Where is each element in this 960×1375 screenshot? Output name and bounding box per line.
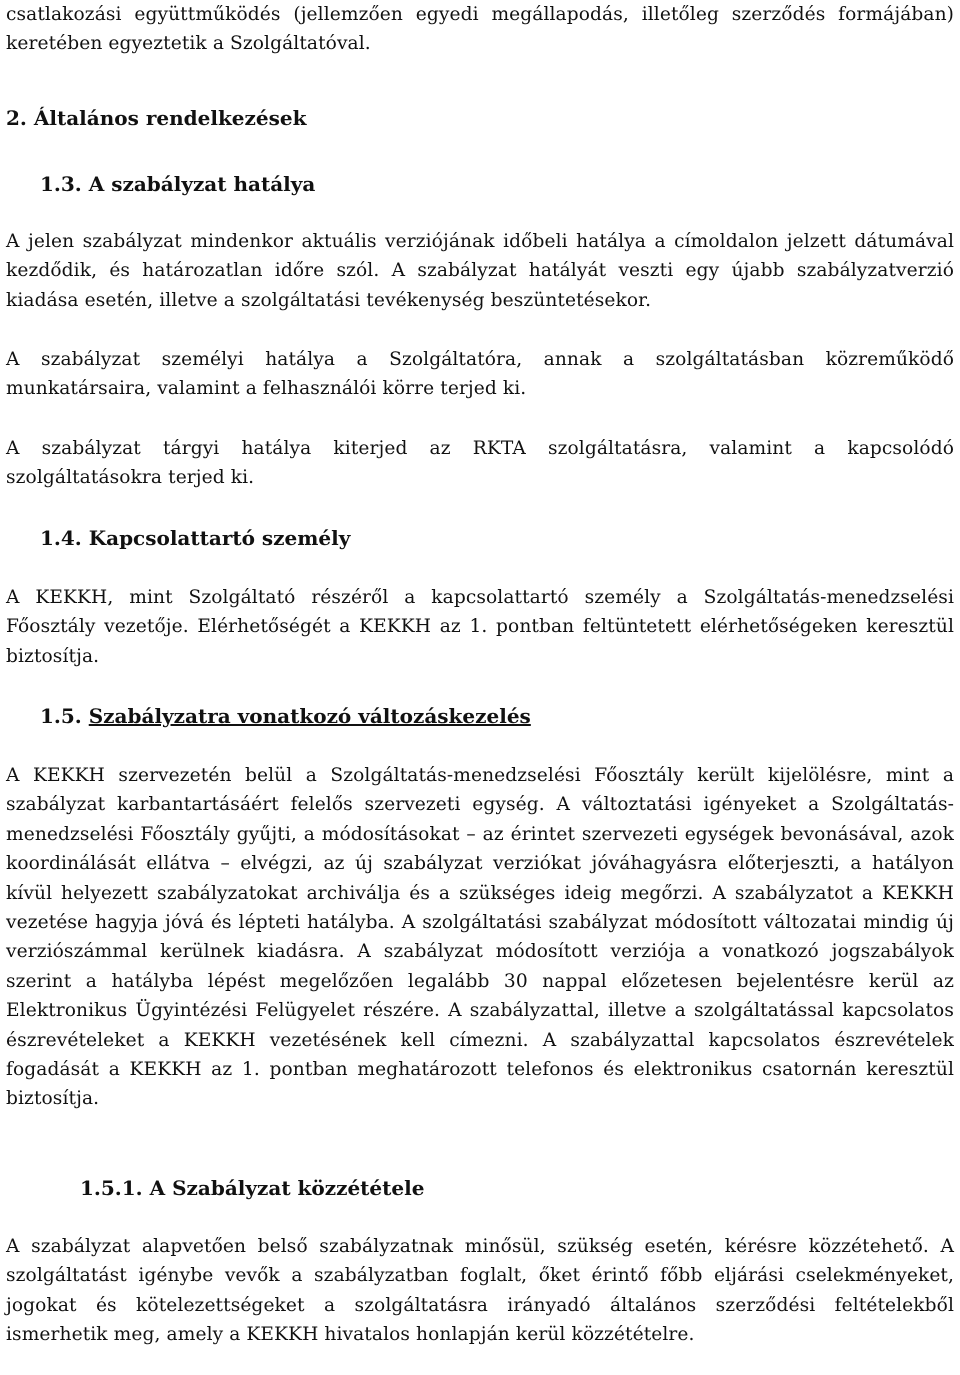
section-1-3-heading xyxy=(40,169,940,199)
section-1-4-heading xyxy=(40,523,940,553)
section-1-5-1-paragraph-block xyxy=(6,1232,954,1350)
section-1-3-number: 1.3. xyxy=(40,172,82,196)
intro-paragraph-block xyxy=(6,0,954,59)
section-1-5-paragraph-block xyxy=(6,761,954,1114)
section-1-3-paragraph-2: A szabályzat személyi hatálya a Szolgáltatóra, annak a szolgáltatásban közreműködő munkatársaira, valamint a felhasználói körre terjed ki. xyxy=(6,349,954,400)
section-1-5-1-heading xyxy=(80,1173,940,1203)
section-1-3-paragraph-3-block xyxy=(6,434,954,493)
section-1-4-number: 1.4. xyxy=(40,526,82,550)
section-1-3-paragraph-1-block xyxy=(6,227,954,315)
section-1-5-1-paragraph: A szabályzat alapvetően belső szabályzatnak minősül, szükség esetén, kérésre közzétehető. A szolgáltatást igénybe vevők a szabályzatban foglalt, őket érintő főbb eljárási cselekményeket, jogokat és kötelezettségeket a szolgáltatásra irányadó általános szerződési feltételekből ismerhetik meg, amely a KEKKH hivatalos honlapján kerül közzétételre. xyxy=(6,1236,954,1346)
section-1-5-1-number: 1.5.1. xyxy=(80,1176,143,1200)
section-2-number: 2. xyxy=(6,106,27,130)
section-1-5-title: Szabályzatra vonatkozó változáskezelés xyxy=(88,704,531,728)
section-1-5-paragraph: A KEKKH szervezetén belül a Szolgáltatás-menedzselési Főosztály került kijelölésre, mint a szabályzat karbantartásáért felelős szervezeti egység. A változtatási igényeket a Szolgáltatás-menedzselési Főosztály gyűjti, a módosításokat – az érintet szervezeti egységek bevonásával, azok koordinálását ellátva – elvégzi, az új szabályzat verziókat jóváhagyásra előterjeszti, a hatályon kívül helyezett szabályzatokat archiválja és a szükséges ideig megőrzi. A szabályzatot a KEKKH vezetése hagyja jóvá és lépteti hatályba. A szolgáltatási szabályzat módosított változatai mindig új verziószámmal kerülnek kiadásra. A szabályzat módosított verziója a vonatkozó jogszabályok szerint a hatályba lépést megelőzően legalább 30 nappal előzetesen bejelentésre kerül az Elektronikus Ügyintézési Felügyelet részére. A szabályzattal, illetve a szolgáltatással kapcsolatos észrevételeket a KEKKH vezetésének kell címezni. A szabályzattal kapcsolatos észrevételek fogadását a KEKKH az 1. pontban meghatározott telefonos és elektronikus csatornán keresztül biztosítja. xyxy=(6,765,954,1110)
section-1-5-number: 1.5. xyxy=(40,704,82,728)
section-2-heading xyxy=(6,103,954,133)
section-1-4-title: Kapcsolattartó személy xyxy=(88,526,351,550)
intro-paragraph: csatlakozási együttműködés (jellemzően egyedi megállapodás, illetőleg szerződés formájában) keretében egyeztetik a Szolgáltatóval. xyxy=(6,4,954,55)
section-2-title: Általános rendelkezések xyxy=(33,106,307,130)
section-1-3-paragraph-3: A szabályzat tárgyi hatálya kiterjed az RKTA szolgáltatásra, valamint a kapcsolódó szolgáltatásokra terjed ki. xyxy=(6,438,954,489)
section-1-5-heading xyxy=(40,701,940,731)
section-1-5-1-title: A Szabályzat közzététele xyxy=(149,1176,425,1200)
section-1-4-paragraph-block xyxy=(6,583,954,671)
section-1-3-paragraph-2-block xyxy=(6,345,954,404)
section-1-4-paragraph: A KEKKH, mint Szolgáltató részéről a kapcsolattartó személy a Szolgáltatás-menedzselési Főosztály vezetője. Elérhetőségét a KEKKH az 1. pontban feltüntetett elérhetőségeken keresztül biztosítja. xyxy=(6,587,954,667)
section-1-3-title: A szabályzat hatálya xyxy=(88,172,316,196)
section-1-3-paragraph-1: A jelen szabályzat mindenkor aktuális verziójának időbeli hatálya a címoldalon jelzett dátumával kezdődik, és határozatlan időre szól. A szabályzat hatályát veszti egy újabb szabályzatverzió kiadása esetén, illetve a szolgáltatási tevékenység beszüntetésekor. xyxy=(6,231,954,311)
